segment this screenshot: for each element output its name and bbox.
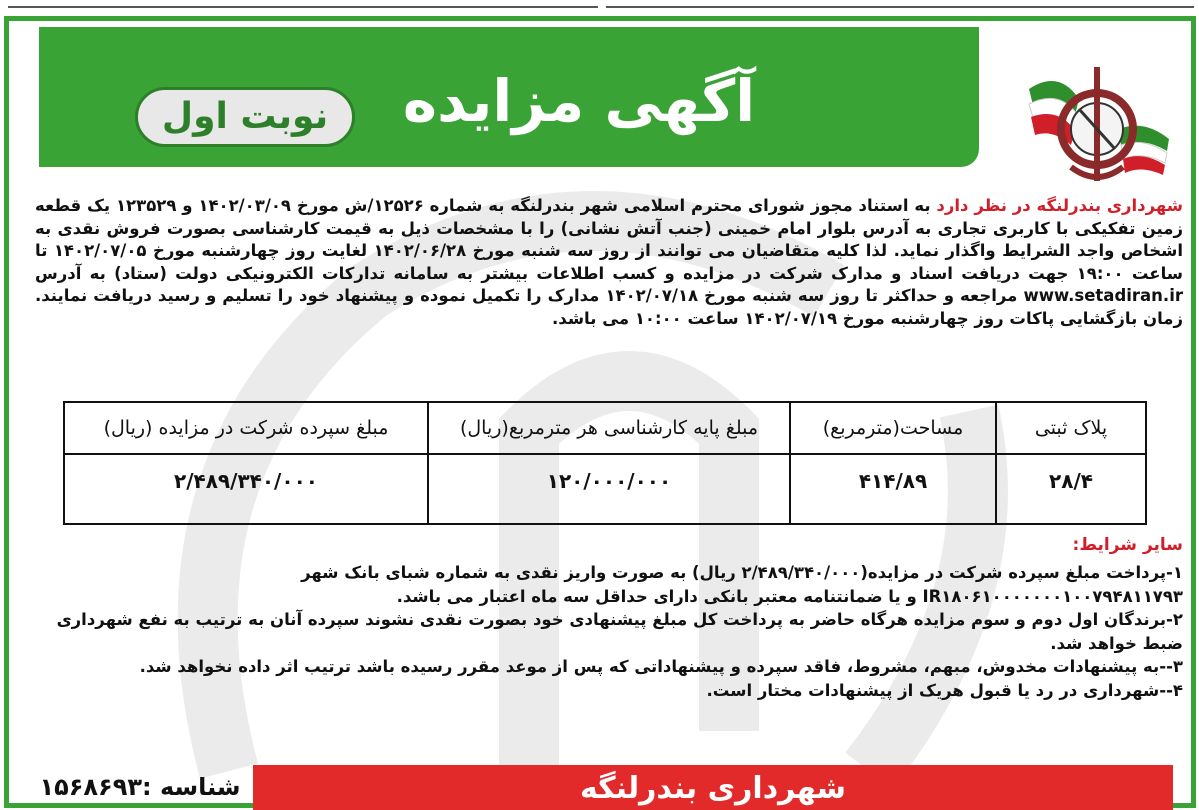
page-title: آگهی مزایده: [402, 67, 756, 135]
auction-table: [63, 401, 1147, 525]
announcement-frame: [4, 16, 1196, 808]
cell-base-price: ۱۲۰/۰۰۰/۰۰۰: [428, 454, 790, 524]
conditions-title: سایر شرایط:: [1072, 535, 1183, 555]
table-header-row: [64, 402, 1146, 454]
municipality-emblem-icon: [1019, 59, 1179, 189]
header-plate: پلاک ثبتی: [996, 402, 1146, 454]
top-page-strip: [0, 0, 1199, 14]
header-area: مساحت(مترمربع): [790, 402, 996, 454]
list-item: ۱-پرداخت مبلغ سپرده شرکت در مزایده(۲/۴۸۹/۳۴۰/۰۰۰ ریال) به صورت واریز نقدی به شماره شبای بانک شهر IR۱۸۰۶۱۰۰۰۰۰۰۰۱۰۰۷۹۴۸۱۱۷۹۳ و یا ضمانتنامه معتبر بانکی دارای حداقل سه ماه اعتبار می باشد.: [301, 563, 1183, 606]
list-item: ۲-برندگان اول دوم و سوم مزایده هرگاه حاضر به پرداخت کل مبلغ پیشنهادی خود بصورت نقدی نشوند سپرده آنان به ترتیب به نفع شهرداری ضبط خواهد شد.: [56, 610, 1183, 653]
list-item: ۳--به پیشنهادات مخدوش، مبهم، مشروط، فاقد سپرده و پیشنهاداتی که پس از موعد مقرر رسیده باشد ترتیب اثر داده نخواهد شد.: [139, 657, 1183, 677]
top-strip-right: [606, 0, 1194, 8]
intro-lead: شهرداری بندرلنگه در نظر دارد: [936, 196, 1184, 215]
header-deposit: مبلغ سپرده شرکت در مزایده (ریال): [64, 402, 428, 454]
cell-plate: ۲۸/۴: [996, 454, 1146, 524]
intro-body: به استناد مجوز شورای محترم اسلامی شهر بندرلنگه به شماره ۱۲۵۲۶/ش مورخ ۱۴۰۲/۰۳/۰۹ و ۱۲۳۵۲۹ یک قطعه زمین تفکیکی با کاربری تجاری به آدرس بلوار امام خمینی (جنب آتش نشانی) را با مشخصات ذیل به قیمت کارشناسی بصورت فروش نقدی به اشخاص واجد الشرایط واگذار نماید. لذا کلیه متقاضیان می توانند از روز سه شنبه مورخ ۱۴۰۲/۰۶/۲۸ لغایت روز چهارشنبه مورخ ۱۴۰۲/۰۷/۰۵ تا ساعت ۱۹:۰۰ جهت دریافت اسناد و مدارک شرکت در مزایده و کسب اطلاعات بیشتر به سامانه تدارکات الکترونیکی دولت (ستاد) به آدرس www.setadiran.ir مراجعه و حداکثر تا روز سه شنبه مورخ ۱۴۰۲/۰۷/۱۸ مدارک را تکمیل نموده و پیشنهاد خود را تسلیم و رسید دریافت نمایند. زمان بازگشایی پاکات روز چهارشنبه مورخ ۱۴۰۲/۰۷/۱۹ ساعت ۱۰:۰۰ می باشد.: [35, 196, 1184, 328]
header-base-price: مبلغ پایه کارشناسی هر مترمربع(ریال): [428, 402, 790, 454]
list-item: ۴--شهرداری در رد یا قبول هریک از پیشنهادات مختار است.: [706, 680, 1183, 700]
header-band: [39, 27, 979, 167]
footer-id: شناسه :۱۵۶۸۶۹۳: [39, 773, 241, 801]
intro-paragraph: [35, 195, 1183, 330]
top-strip-left: [8, 0, 598, 8]
table-row: [64, 454, 1146, 524]
cell-area: ۴۱۴/۸۹: [790, 454, 996, 524]
cell-deposit: ۲/۴۸۹/۳۴۰/۰۰۰: [64, 454, 428, 524]
footer-organization: شهرداری بندرلنگه: [253, 765, 1173, 810]
conditions-list: [35, 561, 1183, 703]
turn-badge: نوبت اول: [135, 87, 355, 147]
